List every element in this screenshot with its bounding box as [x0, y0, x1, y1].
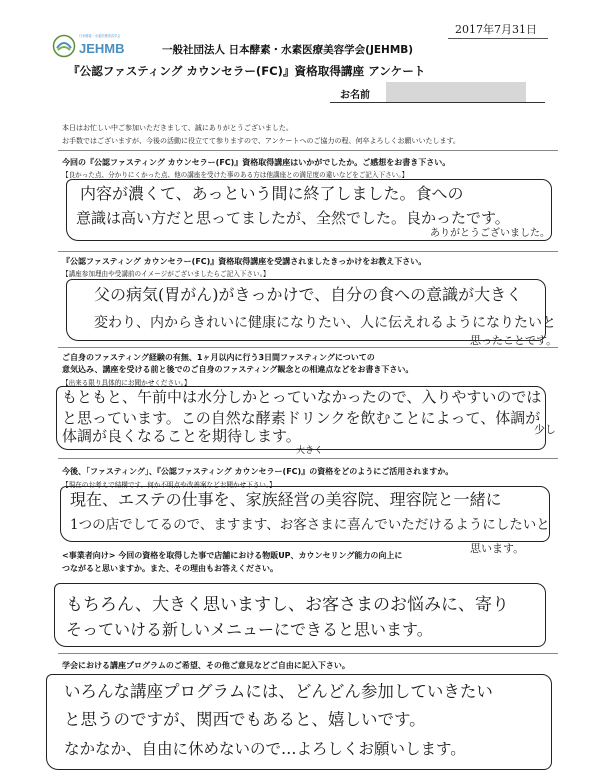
q1-answer-line-1: 内容が濃くて、あっという間に終了しました。食への	[80, 184, 464, 203]
logo-emblem-icon	[52, 34, 76, 58]
org-name: 一般社団法人 日本酵素・水素医療美容学会(JEHMB)	[162, 44, 414, 56]
logo-text: JEHMB	[79, 41, 125, 56]
divider	[58, 653, 558, 654]
q4-answer-line-1: 現在、エステの仕事を、家族経営の美容院、理容院と一緒に	[70, 490, 502, 509]
name-redacted	[386, 82, 526, 102]
q3-question-line-1: ご自身のファスティング経験の有無、1ヶ月以内に行う3日間ファスティングについての	[62, 353, 375, 362]
q4-question: 今後、「ファスティング」、『公認ファスティング カウンセラー(FC)』の資格をどのようにご活用されますか。	[62, 467, 454, 476]
intro-line-1: 本日はお忙しい中ご参加いただきまして、誠にありがとうございました。	[62, 124, 293, 132]
q4-answer-note: 思います。	[470, 542, 525, 555]
q1-answer-note: ありがとうございました。	[430, 228, 550, 239]
q4-answer-line-2: 1つの店でしてるので、ますます、お客さまに喜んでいただけるようにしたいと	[70, 517, 550, 533]
q3-answer-line-3: 体調が良くなることを期待します。	[62, 427, 301, 445]
divider	[58, 347, 558, 348]
q5-answer-line-2: そっていける新しいメニューにできると思います。	[66, 620, 433, 639]
q3-answer-line-1: もともと、午前中は水分しかとっていなかったので、入りやすいのでは	[62, 388, 542, 406]
q2-answer-line-2: 変わり、内からきれいに健康になりたい、人に伝えれるようになりたいと	[94, 315, 556, 331]
q5-question-line-1: <事業者向け> 今回の資格を取得した事で店舗における物販UP、カウンセリング能力の向上に	[62, 551, 403, 560]
divider	[58, 251, 558, 252]
q1-answer-line-2: 意識は高い方だと思ってましたが、全然でした。良かったです。	[76, 209, 510, 227]
q6-question: 学会における講座プログラムのご希望、その他ご意見などご自由に記入下さい。	[62, 661, 350, 670]
q6-answer-line-1: いろんな講座プログラムには、どんどん参加していきたい	[64, 682, 493, 701]
q5-question-line-2: つながると思いますか。また、その理由もお答えください。	[62, 564, 278, 573]
intro-line-2: お手数ではございますが、今後の活動に役立てて参りますので、アンケートへのご協力の程、何卒よろしくお願いいたします。	[62, 137, 460, 145]
q5-answer-line-1: もちろん、大きく思いますし、お客さまのお悩みに、寄り	[66, 595, 510, 615]
date-underline	[448, 38, 548, 39]
divider	[58, 458, 558, 459]
logo	[52, 33, 134, 59]
q2-subtext: 【講座参加理由や受講前のイメージがございましたらご記入下さい。】	[62, 270, 270, 278]
page-title: 『公認ファスティング カウンセラー(FC)』資格取得講座 アンケート	[68, 64, 426, 78]
logo-small-text: 日本酵素・水素医療美容学会	[79, 34, 121, 38]
q3-answer-note-1: 少し	[534, 423, 556, 436]
q3-answer-note-2: 大きく	[296, 446, 324, 456]
q6-answer-line-2: と思うのですが、関西でもあると、嬉しいです。	[64, 710, 426, 729]
name-label: お名前	[340, 90, 370, 101]
q4-subtext: 【現在のお考えで結構です。何か不明点や改善案などお聞かせ下さい。】	[62, 481, 276, 489]
q2-question: 『公認ファスティング カウンセラー(FC)』資格取得講座を受講されましたきっかけをお教え下さい。	[62, 257, 427, 266]
divider	[58, 150, 558, 151]
q3-subtext: 【出来る限り具体的にお聞かせください。】	[62, 379, 191, 387]
q6-answer-line-3: なかなか、自由に休めないので…よろしくお願いします。	[64, 740, 466, 758]
name-underline	[330, 102, 545, 103]
q2-answer-line-1: 父の病気(胃がん)がきっかけで、自分の食への意識が大きく	[94, 285, 523, 304]
q2-answer-note: 思ったことです。	[470, 334, 558, 347]
q3-answer-line-2: と思っています。この自然な酵素ドリンクを飲むことによって、体調が	[62, 409, 541, 427]
q1-subtext: 【良かった点、分かりにくかった点、他の講座を受けた事のある方は他講座との満足度の違いなどをご記入下さい。】	[62, 171, 409, 179]
q1-question: 今回の『公認ファスティング カウンセラー(FC)』資格取得講座はいかがでしたか。ご感想をお書き下さい。	[62, 158, 451, 167]
date-handwritten: 2017年7月31日	[455, 23, 537, 36]
q3-question-line-2: 意気込み、講座を受ける前と後でのご自身のファスティング観念との相違点などをお書き下さい。	[62, 365, 414, 374]
